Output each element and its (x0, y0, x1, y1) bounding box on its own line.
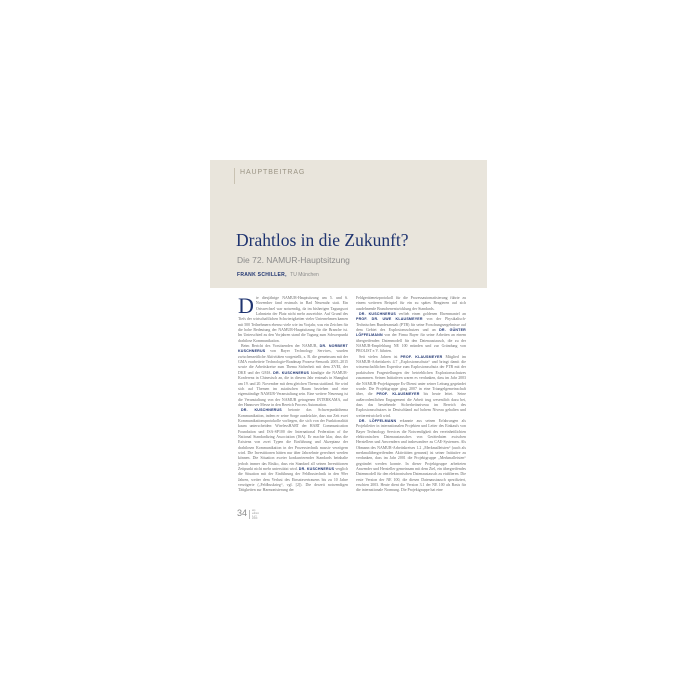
person-name: DR. GÜNTER LÖFFELMANN (356, 328, 466, 338)
text-column-left (238, 293, 349, 494)
paragraph: Seit vielen Jahren ist PROF. KLAUSMEYER Mitglied im NAMUR-Arbeitskreis 4.7 „Explosionsschutz“ und bringt damit die wissenschaftlichen Expertise zum Explosionsschutz der PTB mit der praktischen Fragestellungen der betrieblichen Explosionsschutzes zusammen. Seinen Initiativen waren es verdanken, dass im Jahr 2003 die NAMUR-Projektgruppe Ex-Dienst unter seiner Leitung gegründet wurde. Die Projektgruppe ging 2007 in eine Triangelgemeinschaft über, die PROF. KLAUSMEYER bis heute leitet. Seine außerordentlichen Engagement die Arbeit trug wesentlich dazu bei, dass das bestehende Sicherheitsniveau im Bereich des Explosionsschutzes in Deutschland auf hohem Niveau gehalten und weiterentwickelt wird. (356, 354, 466, 418)
person-name: DR. KUSCHNERUS (359, 312, 396, 317)
drop-cap: D (238, 293, 254, 318)
author-line (237, 272, 319, 278)
person-name: DR. NORBERT KUSCHNERUS (238, 344, 349, 354)
person-name: DR. LÖFFELMANN (359, 418, 397, 423)
folio-rule (249, 510, 250, 519)
paragraph: DR. KUSCHNERUS betonte das Schwerpunktthema Kommunikation, indem er seine Sorge ausdrückte, dass nur Zeit zwei Kommunikationsprotokolle vorliegen, die sich von der Funktionalität kaum unterscheiden: WirelessHART der HART Communication Foundation und ISA-SP100 der International Federation of the National Standardizing Association (ISA). Er machte klar, dass die Existenz von zwei Typen die Einführung und Akzeptanz der drahtlosen Kommunikation in der Prozesstechnik massiv verzögern wird. Die Investitionen hätten nur über Jahrzehnte gerechnet werden können. Die Situation zweier konkurrierender Standards beinhalte jedoch immer das Risiko, dass ein Standard all seinen Investitionen Zeitpunkt nicht mehr unterstützt wird. DR. KUSCHNERUS verglich die Situation mit der Einführung der Feldbustechnik in den 90er Jahren, weiter dem Verlust des Einsatzvertrauens bis zu 10 Jahre verzögerte („Feldbuskrieg“, vgl. [2]). Die derzeit notwendigen Tätigkeiten zur Harmonisierung der (238, 408, 348, 493)
paragraph: Die diesjährige NAMUR-Hauptsitzung am 5. und 6. November fand erstmals in Bad Neuenahr statt. Ein Ortswechsel war notwendig, da im bisherigen Tagungsort Lahnstein der Platz nicht mehr ausreichte. Auf Grund des Tiefs der wirtschaftlichen Schwierigkeiten vieler Unternehmen kamen mit 500 Teilnehmern ebenso viele wie im Vorjahr, was ein Zeichen für die hohe Bedeutung der NAMUR-Hauptsitzung für die Branche ist. Im Unterschied zu den Vorjahren stand die Tagung zum Schwerpunkt drahtlose Kommunikation. (238, 293, 348, 343)
kicker-rule (234, 168, 235, 184)
person-name: DR. KUSCHNERUS (241, 408, 282, 413)
person-name: PROF. KLAUSMEYER (400, 354, 443, 359)
magazine-page (210, 160, 487, 542)
article-subtitle: Die 72. NAMUR-Hauptsitzung (237, 255, 350, 265)
header-band (210, 160, 487, 288)
article-title: Drahtlos in die Zukunft? (236, 230, 409, 250)
author-name: FRANK SCHILLER, (237, 272, 287, 278)
paragraph: DR. LÖFFELMANN erkannte aus seinen Erfahrungen als Projektleiter in internationalen Projekten und Leiter des Einkaufs von Bayer Technology Services die Notwendigkeit des vereinheitlichten elektronischen Datenaustausches von Gerätedaten zwischen Herstellern und Anwendern und insbesondere zu CAE-Systemen. Als Obmann des NAMUR-Arbeitskreises 1.2 „Merkmalleisten“ (auch als merkmalübergreifenden Aktivitäten genannt) ist seiner Initiative zu verdanken, dass im Jahr 2001 die Projektgruppe „Merkmalleisten“ gegründet werden konnte. In dieser Projektgruppe arbeiteten Anwender und Hersteller gemeinsam mit dem Ziel, ein übergreifendes Datenmodell für den elektronischen Datenaustausch zu etablieren. Die erste Version der NE 100, die diesen Datenaustausch spezifiziert, erschien 2003. Heute dient die Version 3.1 der NE 100 als Basis für die internationale Normung. Die Projektgruppe hat eine (356, 418, 466, 493)
page-number: 34 (237, 508, 248, 518)
paragraph: Beim Bericht des Vorsitzenden der NAMUR, DR. NORBERT KUSCHNERUS von Bayer Technology Services, wurden zwischenzeitliche Aktivitäten vorgestellt, z. B. die gemeinsam mit der GMA erarbeitete Technologie-Roadmap Prozess-Sensorik 2005–2015 sowie die Arbeitskreise zum Thema Sicherheit mit dem ZVEI, der DKE und der GMA. DR. KUSCHNERUS kündigte die NAMUR-Konferenz in Chinesisch an, die in diesem Jahr erstmals in Shanghai am 19. und 20. November mit dem gleichen Thema stattfand. Sie wird sich auf Themen im asiatischen Raum beziehen und eine eigenständige NAMUR-Veranstaltung sein. Eine weitere Neuerung ist die Veranstaltung von der NAMUR getragenen INTERKAMA, auf der Hannover Messe in den Bereich Process Automation. (238, 344, 349, 407)
person-name: DR. KUSCHNERUS (298, 467, 335, 471)
person-name: PROF. KLAUSMEYER (376, 392, 420, 397)
text-column-right (356, 296, 466, 494)
paragraph: Feldgerätenetzprotokoll für die Prozessautomatisierung führte zu einem weiteren Beispiel für ein zu spätes Reagieren auf sich ausdehnende Branchenentwicklung der Standards. (356, 296, 466, 311)
magazine-issue: atp edition 1-2 / 2009 (252, 509, 260, 521)
section-kicker: HAUPTBEITRAG (240, 169, 306, 176)
person-name: DR. KUSCHNERUS (273, 370, 310, 375)
paragraph: DR. KUSCHNERUS verlieh einen goldenen Ehrenmantel an PROF. DR. UWE KLAUSMEYER von der Physikalisch-Technischen Bundesanstalt (PTB) für seine Forschungsergebnisse auf dem Gebiet des Explosionsschutzes und an DR. GÜNTER LÖFFELMANN von der Firma Bayer für seine Arbeiten an einem übergreifenden Datenmodell für den Datenaustausch, die zu der NAMUR-Empfehlung NE 100 münden und zur Gründung von PROLIST e.V. führten. (356, 312, 466, 354)
person-name: PROF. DR. UWE KLAUSMEYER (356, 317, 423, 322)
author-affiliation: TU München (290, 272, 319, 278)
